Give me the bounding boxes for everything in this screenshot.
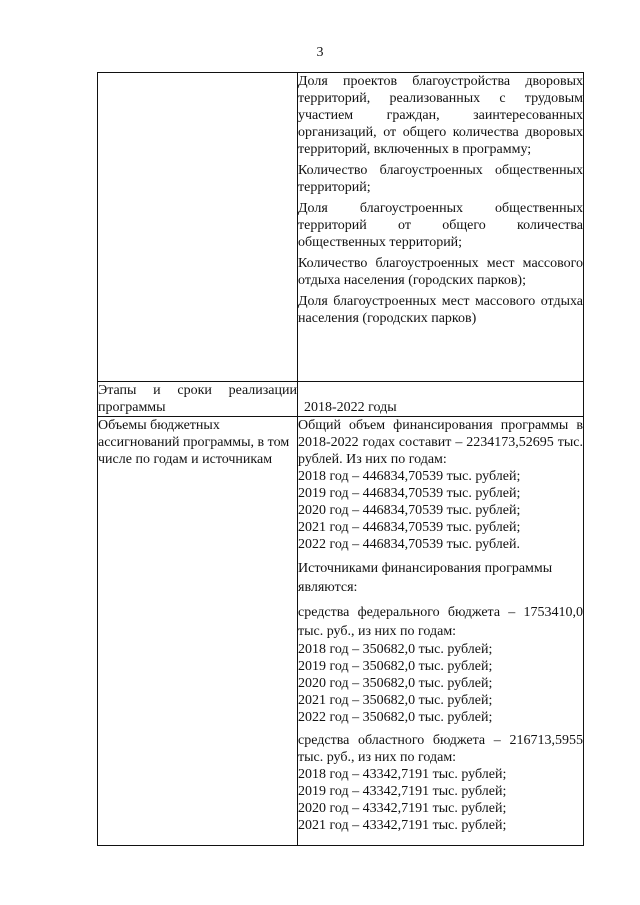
total-year-line: 2018 год – 446834,70539 тыс. рублей; bbox=[298, 469, 521, 484]
federal-year-line: 2020 год – 350682,0 тыс. рублей; bbox=[298, 676, 493, 691]
regional-year-line: 2020 год – 43342,7191 тыс. рублей; bbox=[298, 801, 507, 816]
total-intro: Общий объем финансирования программы в 2018-2022 годах составит – 2234173,52695 тыс. рублей. Из них по годам: bbox=[298, 418, 583, 467]
page-number: 3 bbox=[316, 45, 324, 60]
indicator-item: Количество благоустроенных мест массового отдыха населения (городских парков); bbox=[298, 256, 583, 288]
stages-label: Этапы и сроки реализации программы bbox=[98, 383, 297, 415]
total-year-line: 2020 год – 446834,70539 тыс. рублей; bbox=[298, 503, 521, 518]
indicator-item: Доля благоустроенных общественных территорий от общего количества общественных территорий; bbox=[298, 201, 583, 250]
funding-label: Объемы бюджетных ассигнований программы, в том числе по годам и источникам bbox=[98, 418, 290, 467]
total-year-line: 2021 год – 446834,70539 тыс. рублей; bbox=[298, 520, 521, 535]
funding-value-cell bbox=[298, 417, 584, 846]
sources-intro: Источниками финансирования программы являются: bbox=[298, 561, 553, 595]
federal-year-line: 2018 год – 350682,0 тыс. рублей; bbox=[298, 642, 493, 657]
passport-table bbox=[97, 72, 584, 846]
funding-label-cell bbox=[98, 417, 298, 846]
regional-year-line: 2019 год – 43342,7191 тыс. рублей; bbox=[298, 784, 507, 799]
indicator-item: Доля проектов благоустройства дворовых территорий, реализованных с трудовым участием граждан, заинтересованных организаций, от общего количества дворовых территорий, включенных в программу; bbox=[298, 74, 583, 157]
indicator-item: Количество благоустроенных общественных территорий; bbox=[298, 163, 583, 195]
regional-intro: средства областного бюджета – 216713,5955 тыс. руб., из них по годам: bbox=[298, 733, 583, 765]
funding-row bbox=[98, 417, 584, 846]
stages-label-cell bbox=[98, 382, 298, 417]
federal-year-line: 2019 год – 350682,0 тыс. рублей; bbox=[298, 659, 493, 674]
total-year-line: 2022 год – 446834,70539 тыс. рублей. bbox=[298, 537, 520, 552]
federal-year-line: 2021 год – 350682,0 тыс. рублей; bbox=[298, 693, 493, 708]
stages-value: 2018-2022 годы bbox=[304, 400, 397, 415]
total-year-line: 2019 год – 446834,70539 тыс. рублей; bbox=[298, 486, 521, 501]
indicator-item: Доля благоустроенных мест массового отдыха населения (городских парков) bbox=[298, 294, 583, 326]
federal-intro: средства федерального бюджета – 1753410,0 тыс. руб., из них по годам: bbox=[298, 605, 583, 639]
regional-year-line: 2018 год – 43342,7191 тыс. рублей; bbox=[298, 767, 507, 782]
indicators-row bbox=[98, 73, 584, 382]
stages-value-cell bbox=[298, 382, 584, 417]
regional-year-line: 2021 год – 43342,7191 тыс. рублей; bbox=[298, 818, 507, 833]
indicators-label-cell bbox=[98, 73, 298, 382]
stages-row bbox=[98, 382, 584, 417]
federal-year-line: 2022 год – 350682,0 тыс. рублей; bbox=[298, 710, 493, 725]
indicators-value-cell bbox=[298, 73, 584, 382]
